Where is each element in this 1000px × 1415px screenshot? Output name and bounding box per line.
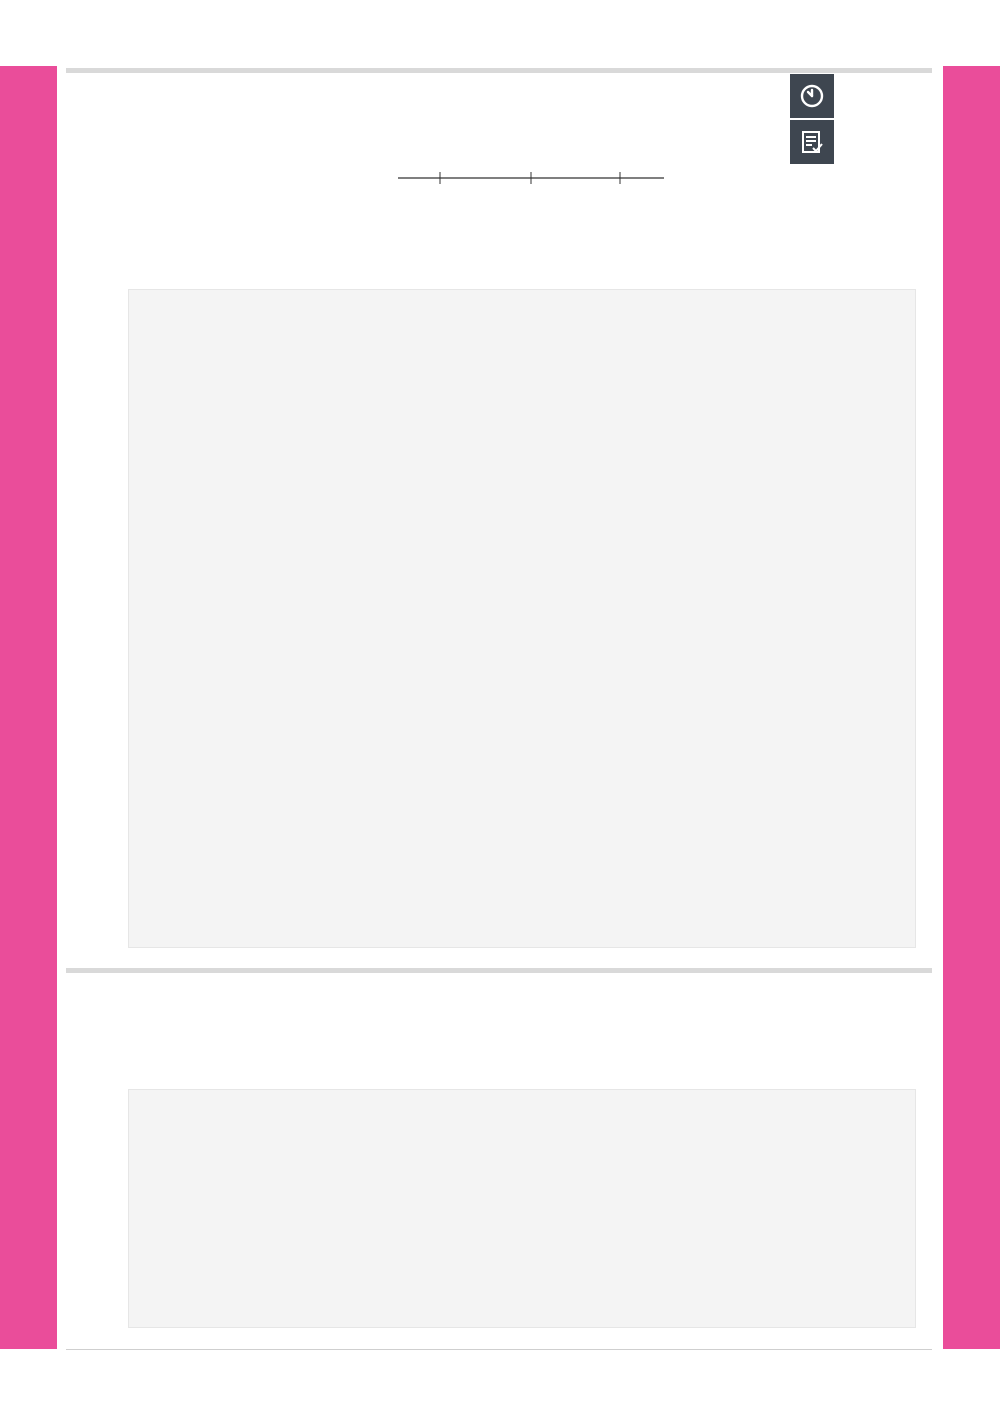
right-pink-border [943, 66, 1000, 1349]
logo-mark [690, 1376, 710, 1396]
checklist-icon [799, 129, 825, 155]
liveworksheets-logo [690, 1376, 713, 1396]
logo-square-l [690, 1376, 699, 1385]
q12-options-panel [128, 289, 916, 948]
logo-square-v [690, 1387, 699, 1396]
q13-options-panel [128, 1089, 916, 1328]
divider-top [66, 68, 932, 73]
logo-square-i [701, 1376, 710, 1385]
timer-button[interactable] [790, 74, 834, 118]
timer-icon [799, 83, 825, 109]
left-pink-border [0, 66, 57, 1349]
checklist-button[interactable] [790, 120, 834, 164]
ph-scale-diagram [396, 152, 676, 204]
footer-divider [66, 1349, 932, 1350]
divider-middle [66, 968, 932, 973]
logo-square-e [701, 1387, 710, 1396]
